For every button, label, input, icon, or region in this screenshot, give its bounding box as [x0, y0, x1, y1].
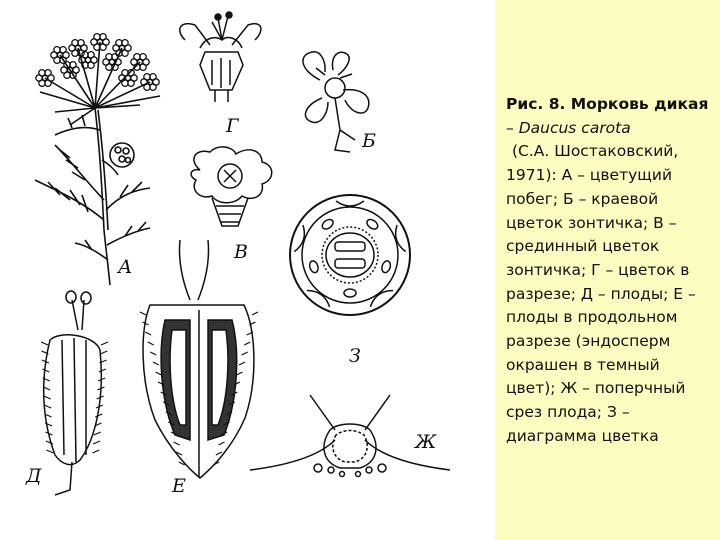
- caption-heading: Рис. 8. Морковь дикая: [506, 95, 709, 113]
- figure-caption: [506, 93, 714, 449]
- caption-text: (С.А. Шостаковский, 1971): А – цветущий побег; Б – краевой цветок зонтичка; В – срединный цветок зонтичка; Г – цветок в разрезе; Д – плоды; Е – плоды в продольном разрезе (эндосперм окрашен в темный цвет); Ж – поперчный срез плода; З – диаграмма цветка: [506, 142, 696, 445]
- caption-species-prefix: –: [506, 118, 519, 137]
- label-v: В: [234, 241, 248, 263]
- label-zh: Ж: [415, 431, 437, 453]
- caption-species: Daucus carota: [518, 118, 631, 137]
- label-g: Г: [226, 115, 239, 137]
- label-z: З: [349, 345, 361, 367]
- label-d: Д: [26, 465, 42, 487]
- label-a: А: [118, 256, 133, 278]
- label-b: Б: [362, 130, 376, 152]
- label-e: Е: [172, 475, 186, 497]
